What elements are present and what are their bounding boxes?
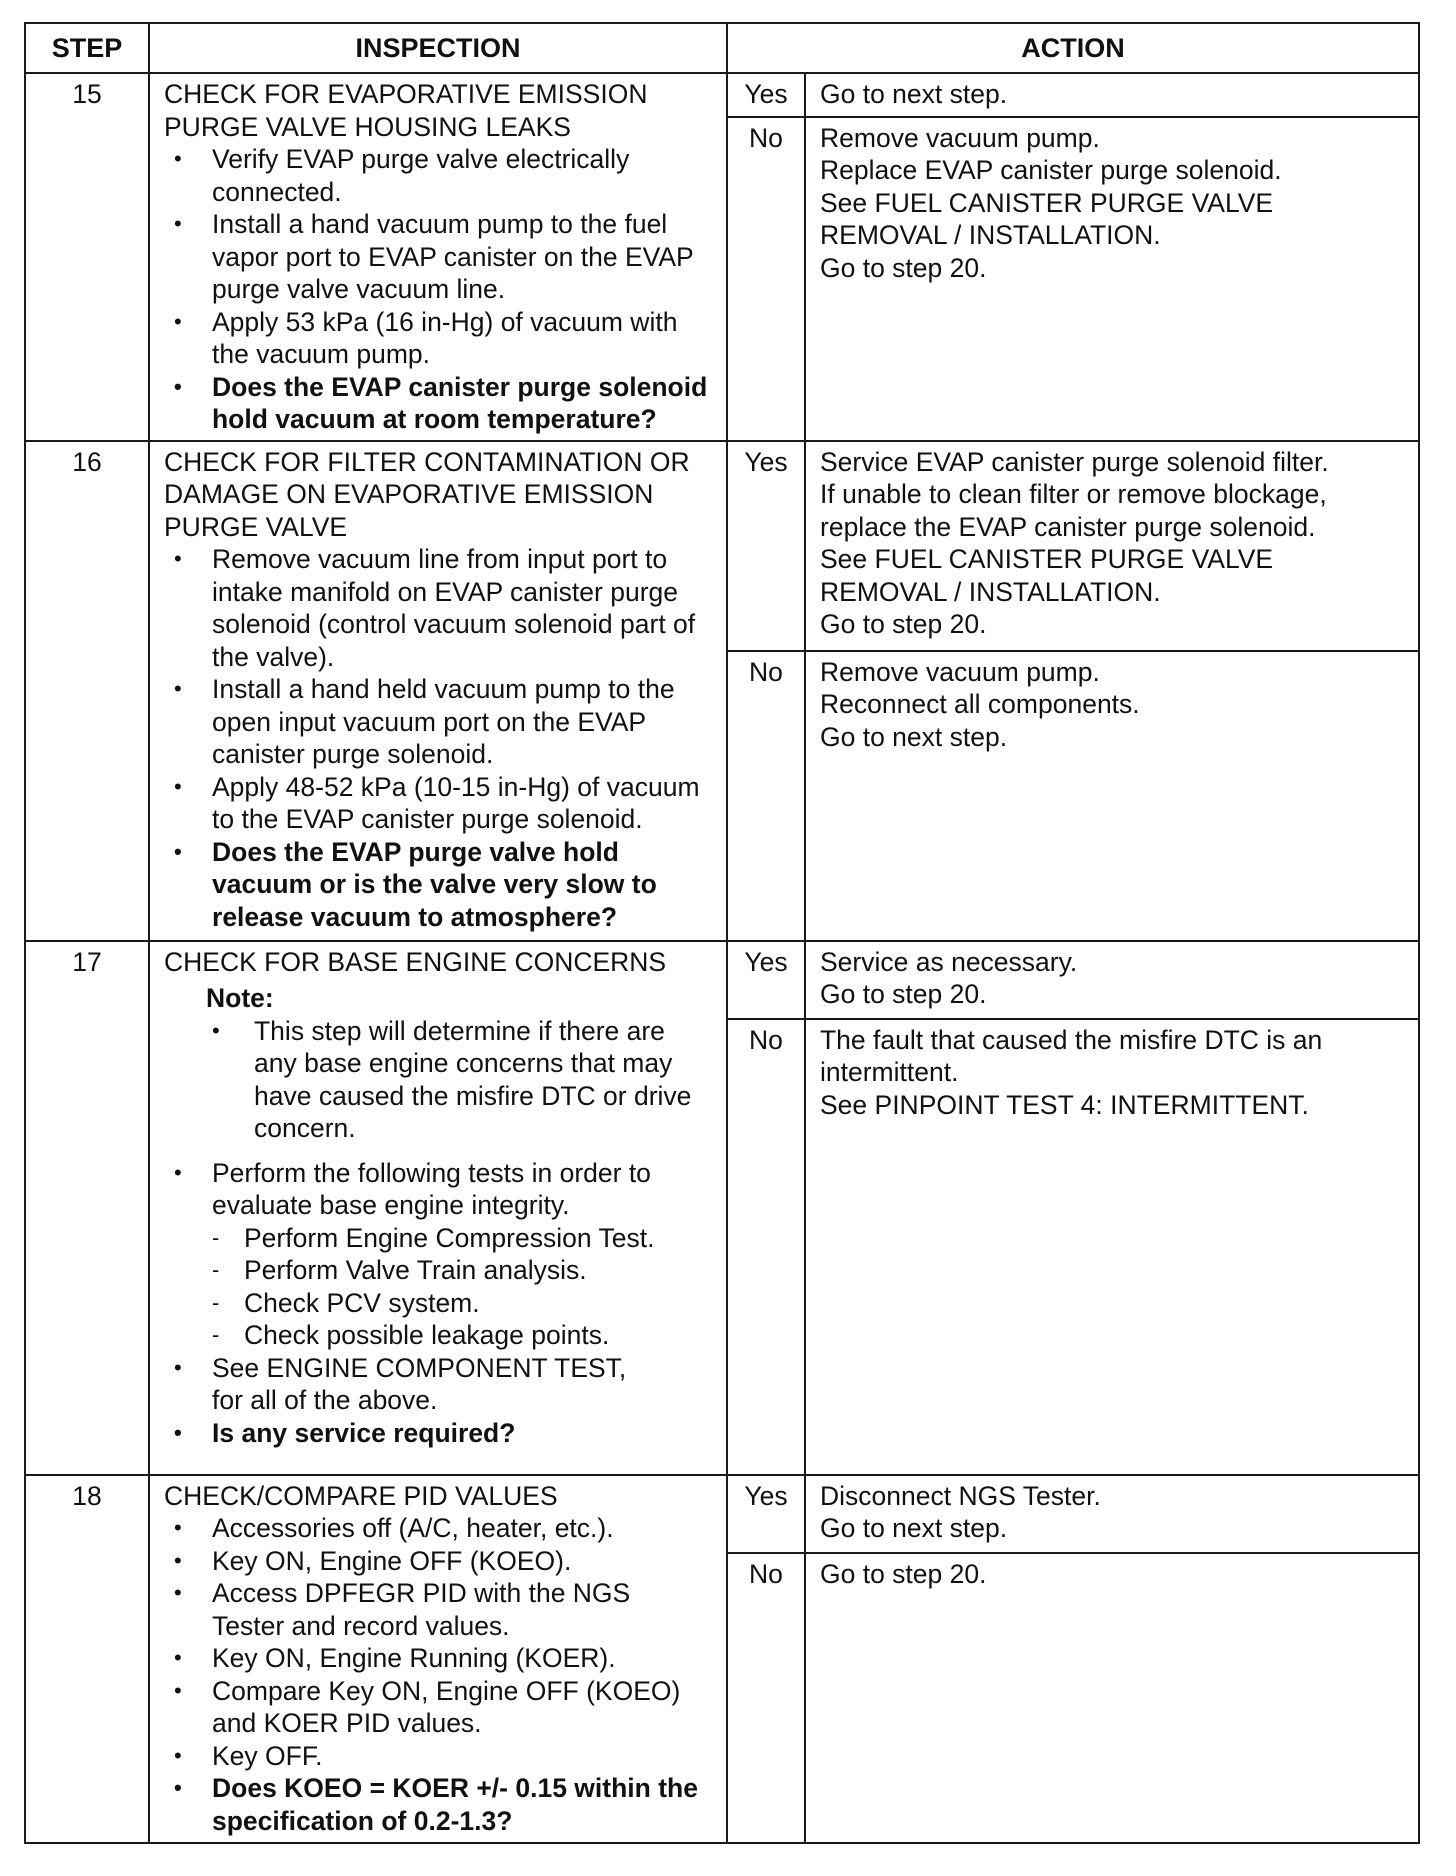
step-17-test-list xyxy=(212,1222,718,1352)
diagnostic-table xyxy=(24,22,1420,1844)
step-18-question: • Does KOEO = KOER +/- 0.15 within the specification of 0.2-1.3? xyxy=(164,1772,718,1837)
step-17-yes-label: Yes xyxy=(727,941,805,1019)
step-16-bullet-2: • Install a hand held vacuum pump to the open input vacuum port on the EVAP canister purge solenoid. xyxy=(164,673,718,771)
step-18-inspection xyxy=(149,1475,727,1843)
step-15-yes-row xyxy=(25,73,1419,117)
step-header: STEP xyxy=(25,23,149,73)
step-16-yes-action: Service EVAP canister purge solenoid filter. If unable to clean filter or remove blockage, replace the EVAP canister purge solenoid. See FUEL CANISTER PURGE VALVE REMOVAL / INSTALLATION. Go to step 20. xyxy=(805,441,1419,651)
step-17-inspection xyxy=(149,941,727,1475)
step-16-bullet-3: • Apply 48-52 kPa (10-15 in-Hg) of vacuum to the EVAP canister purge solenoid. xyxy=(164,771,718,836)
step-18-number: 18 xyxy=(25,1475,149,1843)
step-17-note-text: • This step will determine if there are any base engine concerns that may have caused the misfire DTC or drive concern. xyxy=(206,1015,718,1145)
step-17-no-label: No xyxy=(727,1019,805,1475)
step-15-number: 15 xyxy=(25,73,149,441)
step-15-title: CHECK FOR EVAPORATIVE EMISSION PURGE VALVE HOUSING LEAKS xyxy=(164,79,648,142)
step-16-question: • Does the EVAP purge valve hold vacuum or is the valve very slow to release vacuum to atmosphere? xyxy=(164,836,718,934)
header-row xyxy=(25,23,1419,73)
step-17-bullet-see: • See ENGINE COMPONENT TEST, for all of the above. xyxy=(164,1352,718,1417)
inspection-header: INSPECTION xyxy=(149,23,727,73)
step-18-yes-action: Disconnect NGS Tester. Go to next step. xyxy=(805,1475,1419,1553)
step-17-test-4: - Check possible leakage points. xyxy=(212,1319,718,1352)
step-17-yes-row xyxy=(25,941,1419,1019)
step-17-test-3: - Check PCV system. xyxy=(212,1287,718,1320)
step-16-bullets xyxy=(164,543,718,933)
step-17-note-heading: Note: xyxy=(206,983,274,1013)
step-15-yes-label: Yes xyxy=(727,73,805,117)
step-15-bullet-3: • Apply 53 kPa (16 in-Hg) of vacuum with the vacuum pump. xyxy=(164,306,718,371)
step-18-title: CHECK/COMPARE PID VALUES xyxy=(164,1480,558,1511)
step-17-title: CHECK FOR BASE ENGINE CONCERNS xyxy=(164,946,667,977)
step-17-number: 17 xyxy=(25,941,149,1475)
step-18-bullet-4: • Key ON, Engine Running (KOER). xyxy=(164,1642,718,1675)
step-17-test-1: - Perform Engine Compression Test. xyxy=(212,1222,718,1255)
step-15-bullets xyxy=(164,143,718,436)
step-15-no-action: Remove vacuum pump. Replace EVAP canister purge solenoid. See FUEL CANISTER PURGE VALVE REMOVAL / INSTALLATION. Go to step 20. xyxy=(805,117,1419,441)
step-16-number: 16 xyxy=(25,441,149,941)
step-16-inspection xyxy=(149,441,727,941)
step-15-no-label: No xyxy=(727,117,805,441)
step-18-yes-row xyxy=(25,1475,1419,1553)
step-16-no-label: No xyxy=(727,651,805,941)
step-18-bullet-1: • Accessories off (A/C, heater, etc.). xyxy=(164,1512,718,1545)
step-16-yes-label: Yes xyxy=(727,441,805,651)
step-18-bullets xyxy=(164,1512,718,1837)
step-17-bullets xyxy=(164,1157,718,1450)
step-18-bullet-2: • Key ON, Engine OFF (KOEO). xyxy=(164,1545,718,1578)
step-16-yes-row xyxy=(25,441,1419,651)
step-17-note xyxy=(164,982,718,1145)
step-17-no-action: The fault that caused the misfire DTC is an intermittent. See PINPOINT TEST 4: INTERMITTENT. xyxy=(805,1019,1419,1475)
step-15-yes-action: Go to next step. xyxy=(805,73,1419,117)
step-17-yes-action: Service as necessary. Go to step 20. xyxy=(805,941,1419,1019)
step-17-bullet-perform: • Perform the following tests in order to evaluate base engine integrity. - Perform Engine Compression Test. - Perform Valve Train analysis. - Check PCV system. - Check possible leakage points. xyxy=(164,1157,718,1352)
step-16-no-action: Remove vacuum pump. Reconnect all components. Go to next step. xyxy=(805,651,1419,941)
step-17-question: • Is any service required? xyxy=(164,1417,718,1450)
step-15-bullet-2: • Install a hand vacuum pump to the fuel vapor port to EVAP canister on the EVAP purge valve vacuum line. xyxy=(164,208,718,306)
step-17-test-2: - Perform Valve Train analysis. xyxy=(212,1254,718,1287)
step-18-bullet-3: • Access DPFEGR PID with the NGS Tester and record values. xyxy=(164,1577,718,1642)
step-18-bullet-6: • Key OFF. xyxy=(164,1740,718,1773)
diagnostic-table-page xyxy=(24,22,1418,1844)
step-16-bullet-1: • Remove vacuum line from input port to intake manifold on EVAP canister purge solenoid (control vacuum solenoid part of the valve). xyxy=(164,543,718,673)
step-15-question: • Does the EVAP canister purge solenoid hold vacuum at room temperature? xyxy=(164,371,718,436)
step-18-yes-label: Yes xyxy=(727,1475,805,1553)
step-18-bullet-5: • Compare Key ON, Engine OFF (KOEO) and KOER PID values. xyxy=(164,1675,718,1740)
action-header: ACTION xyxy=(727,23,1419,73)
step-15-bullet-1: • Verify EVAP purge valve electrically connected. xyxy=(164,143,718,208)
step-15-inspection xyxy=(149,73,727,441)
step-18-no-label: No xyxy=(727,1553,805,1843)
step-16-title: CHECK FOR FILTER CONTAMINATION OR DAMAGE ON EVAPORATIVE EMISSION PURGE VALVE xyxy=(164,446,690,542)
step-18-no-action: Go to step 20. xyxy=(805,1553,1419,1843)
